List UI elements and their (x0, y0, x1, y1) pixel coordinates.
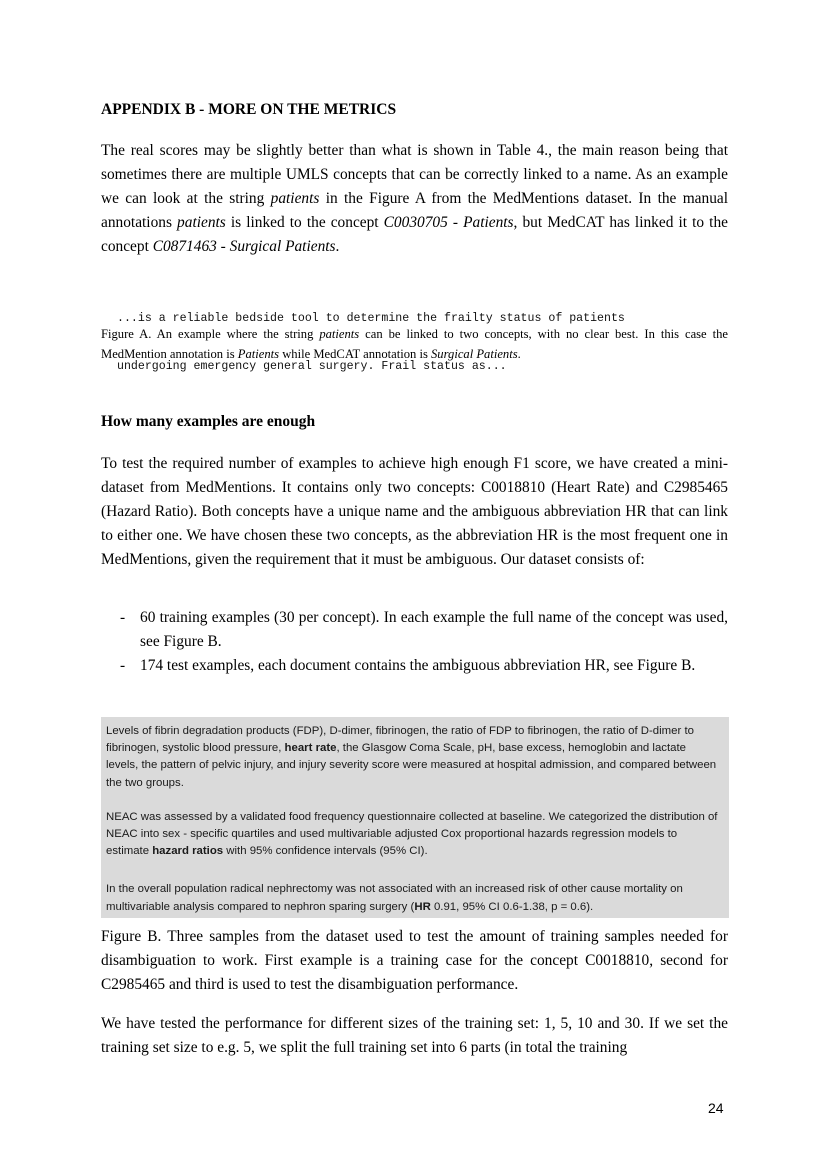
text-run: Levels of fibrin degradation products (FDP), D-dimer, fibrinogen, the ratio of FDP to fibrinogen, the ratio of D-dimer to fibrinogen, systolic blood pressure, (106, 725, 694, 755)
text-run: . (335, 238, 340, 255)
list-item (120, 606, 728, 654)
list-item (120, 654, 728, 678)
italic-concept: C0871463 - Surgical Patients (152, 238, 336, 255)
sample-text-heart-rate (106, 723, 719, 792)
text-run: Figure A. An example where the string (101, 327, 320, 341)
text-run: is linked to the concept (225, 214, 384, 231)
appendix-paragraph (101, 139, 728, 259)
italic-concept: C0030705 - Patients (383, 214, 514, 231)
text-run: . (517, 347, 521, 361)
sample-text-test (106, 881, 719, 915)
figure-b-caption: Figure B. Three samples from the dataset used to test the amount of training samples needed for disambiguation to work. First example is a training case for the concept C0018810, second for C2985465 and third is used to test the disambiguation performance. (101, 928, 728, 993)
bullet-list (120, 606, 728, 678)
bullet-dash: - (120, 657, 126, 674)
sample-text-hazard-ratio (106, 809, 719, 861)
bold-term: HR (414, 900, 431, 913)
italic-term: Patients (237, 347, 280, 361)
examples-paragraph: To test the required number of examples to achieve high enough F1 score, we have created a mini-dataset from MedMentions. It contains only two concepts: C0018810 (Heart Rate) and C2985465 (Hazard Ratio). Both concepts have a unique name and the ambiguous abbreviation HR that can link to either one. We have chosen these two concepts, as the abbreviation HR is the most frequent one in MedMentions, given the requirement that it must be ambiguous. Our dataset consists of: (101, 455, 728, 568)
text-run: , but MedCAT has linked it to the concept (101, 214, 728, 255)
figure-b-samples-box (101, 717, 729, 918)
bold-term: heart rate (284, 742, 337, 755)
code-line: ...is a reliable bedside tool to determine the frailty status of patients (117, 312, 625, 325)
text-run: in the Figure A from the MedMentions dataset. In the manual annotations (101, 190, 728, 231)
text-run: NEAC was assessed by a validated food frequency questionnaire collected at baseline. We categorized the distribution of NEAC into sex - specific quartiles and used multivariable adjusted Cox proportional hazards regression models to estimate (106, 810, 718, 858)
text-run: can be linked to two concepts, with no clear best. In this case the MedMention annotation is (101, 327, 728, 361)
italic-term: patients (177, 214, 226, 231)
bold-term: hazard ratios (152, 845, 224, 858)
text-run: In the overall population radical nephrectomy was not associated with an increased risk of other cause mortality on multivariable analysis compared to nephron sparing surgery ( (106, 883, 683, 913)
section-heading-examples: How many examples are enough (101, 413, 316, 430)
bullet-text: 60 training examples (30 per concept). In each example the full name of the concept was used, see Figure B. (140, 609, 728, 650)
text-run: while MedCAT annotation is (279, 347, 431, 361)
page-number: 24 (708, 1100, 724, 1116)
code-line: undergoing emergency general surgery. Frail status as... (117, 360, 507, 373)
text-run: with 95% confidence intervals (95% CI). (223, 845, 428, 858)
training-size-paragraph: We have tested the performance for different sizes of the training set: 1, 5, 10 and 30. If we set the training set size to e.g. 5, we split the full training set into 6 parts (in total the training (101, 1015, 728, 1056)
bullet-text: 174 test examples, each document contains the ambiguous abbreviation HR, see Figure B. (140, 657, 696, 674)
italic-term: patients (319, 327, 360, 341)
text-run: The real scores may be slightly better than what is shown in Table 4., the main reason being that sometimes there are multiple UMLS concepts that can be correctly linked to a name. As an example we can look at the string (101, 142, 728, 207)
text-run: , the Glasgow Coma Scale, pH, base excess, hemoglobin and lactate levels, the pattern of pelvic injury, and injury severity score were measured at hospital admission, and compared between the two groups. (106, 742, 717, 789)
bullet-dash: - (120, 609, 126, 626)
section-heading-appendix-b: APPENDIX B - MORE ON THE METRICS (101, 101, 397, 118)
italic-term: Surgical Patients (431, 347, 518, 361)
figure-a-caption (101, 324, 728, 364)
italic-term: patients (270, 190, 320, 207)
text-run: 0.91, 95% CI 0.6-1.38, p = 0.6). (430, 900, 594, 913)
